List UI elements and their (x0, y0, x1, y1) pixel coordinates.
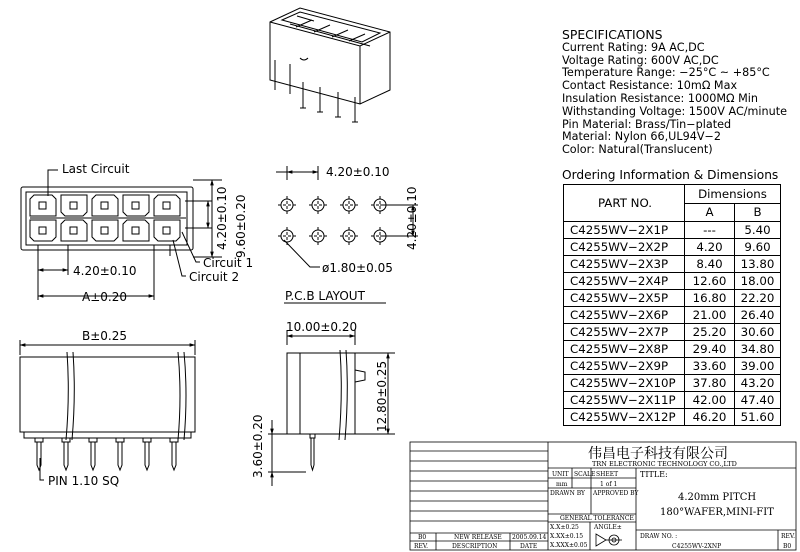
front-pitch-dim: 4.20±0.10 (73, 264, 137, 278)
company-name-cn: 伟昌电子科技有限公司 (588, 446, 728, 462)
table-row (564, 222, 781, 239)
terminal-cavity (92, 195, 118, 216)
pcb-hole (309, 196, 327, 214)
dim-a-cell: 21.00 (685, 307, 735, 324)
bottom-view (20, 340, 195, 480)
dim-a-cell: 4.20 (685, 239, 735, 256)
dimensions-table (563, 184, 781, 426)
part-no-cell: C4255WV−2X1P (564, 222, 685, 239)
tb-tol3: X.XXX±0.05 (550, 542, 588, 549)
dim-b-cell: 9.60 (735, 239, 781, 256)
terminal-cavity (61, 220, 87, 241)
spec-line: Color: Natural(Translucent) (562, 143, 713, 157)
pin (35, 438, 43, 470)
dim-b-cell: 22.20 (735, 290, 781, 307)
tb-rev-header: REV. (414, 543, 429, 550)
terminal-cavity (123, 195, 149, 216)
specifications-title: SPECIFICATIONS (562, 27, 663, 42)
tb-title-line2: 180°WAFER,MINI-FIT (660, 507, 774, 518)
tb-rev-desc: NEW RELEASE (454, 534, 502, 541)
terminal-cavity (92, 220, 118, 241)
table-row (564, 290, 781, 307)
terminal-cavity (61, 195, 87, 216)
terminal-cavity (123, 220, 149, 241)
dim-a-cell: 33.60 (685, 358, 735, 375)
pcb-hole (278, 196, 296, 214)
part-no-cell: C4255WV−2X8P (564, 341, 685, 358)
spec-line: Insulation Resistance: 1000MΩ Min (562, 91, 758, 105)
part-no-cell: C4255WV−2X6P (564, 307, 685, 324)
dim-b-cell: 43.20 (735, 375, 781, 392)
specifications-list (562, 42, 787, 157)
tb-rev-label: REV. (781, 533, 796, 540)
ordering-title: Ordering Information & Dimensions (562, 168, 779, 182)
dim-a-cell: 42.00 (685, 392, 735, 409)
terminal-cavity (154, 195, 180, 216)
tb-scale: SCALE (574, 471, 596, 478)
pcb-hole (340, 227, 358, 245)
terminal-cavity (154, 220, 180, 241)
header-part-no: PART NO. (564, 185, 685, 222)
tb-title-label: TITLE: (640, 470, 668, 479)
tb-date-header: DATE (520, 543, 538, 550)
dim-b-cell: 34.80 (735, 341, 781, 358)
isometric-view (270, 8, 390, 122)
part-no-cell: C4255WV−2X2P (564, 239, 685, 256)
dim-a-label: A±0.20 (82, 290, 127, 304)
table-row (564, 375, 781, 392)
table-row (564, 409, 781, 426)
dim-b-cell: 26.40 (735, 307, 781, 324)
specifications-block (562, 29, 787, 157)
spec-line: Withstanding Voltage: 1500V AC/minute (562, 104, 787, 118)
dim-b-cell: 47.40 (735, 392, 781, 409)
spec-line: Temperature Range: −25°C ~ +85°C (562, 66, 770, 80)
part-no-cell: C4255WV−2X5P (564, 290, 685, 307)
tb-desc-header: DESCRIPTION (452, 543, 498, 550)
side-height-dim: 12.80±0.25 (375, 360, 389, 432)
table-row (564, 341, 781, 358)
tb-unit-val: mm (556, 481, 568, 488)
tb-approved-by: APPROVED BY (593, 490, 639, 497)
tb-general-tolerance: GENERAL TOLERANCE (560, 515, 634, 522)
table-row (564, 324, 781, 341)
height-960-dim: 9.60±0.20 (234, 194, 248, 258)
tb-angle: ANGLE± (594, 524, 622, 531)
table-row (564, 239, 781, 256)
dim-b-cell: 51.60 (735, 409, 781, 426)
tb-rev-value: B0 (783, 543, 792, 550)
dim-a-cell: 29.40 (685, 341, 735, 358)
terminal-cavity (30, 195, 56, 216)
header-a: A (685, 203, 735, 222)
part-no-cell: C4255WV−2X12P (564, 409, 685, 426)
tb-sheet-val: 1 of 1 (600, 481, 618, 488)
dim-a-cell: 12.60 (685, 273, 735, 290)
table-row (564, 256, 781, 273)
part-no-cell: C4255WV−2X3P (564, 256, 685, 273)
dim-a-cell: 37.80 (685, 375, 735, 392)
header-b: B (735, 203, 781, 222)
tb-unit: UNIT (552, 471, 569, 478)
company-name-en: TRN ELECTRONIC TECHNOLOGY CO.,LTD (592, 460, 737, 468)
tb-tol2: X.XX±0.15 (550, 533, 584, 540)
part-no-cell: C4255WV−2X7P (564, 324, 685, 341)
dim-b-cell: 18.00 (735, 273, 781, 290)
dim-b-cell: 39.00 (735, 358, 781, 375)
part-no-cell: C4255WV−2X4P (564, 273, 685, 290)
dim-a-cell: 8.40 (685, 256, 735, 273)
part-no-cell: C4255WV−2X10P (564, 375, 685, 392)
table-row (564, 307, 781, 324)
pin (143, 438, 151, 470)
pin-label: PIN 1.10 SQ (48, 474, 120, 488)
part-no-cell: C4255WV−2X9P (564, 358, 685, 375)
tb-title-line1: 4.20mm PITCH (678, 492, 757, 503)
pin (62, 438, 70, 470)
circuit1-label: Circuit 1 (203, 256, 254, 270)
front-view (21, 187, 193, 250)
row-pitch-dim: 4.20±0.10 (215, 186, 229, 250)
circuit2-label: Circuit 2 (189, 270, 240, 284)
dim-b-cell: 30.60 (735, 324, 781, 341)
dim-b-cell: 13.80 (735, 256, 781, 273)
pin (116, 438, 124, 470)
table-row (564, 392, 781, 409)
dim-a-cell: --- (685, 222, 735, 239)
terminal-cavity (30, 220, 56, 241)
spec-line: Pin Material: Brass/Tin−plated (562, 117, 732, 131)
pin (170, 438, 178, 470)
hole-diameter-dim: ø1.80±0.05 (322, 261, 393, 275)
dim-a-cell: 46.20 (685, 409, 735, 426)
last-circuit-label: Last Circuit (62, 162, 130, 176)
table-row (564, 358, 781, 375)
header-dimensions: Dimensions (685, 185, 781, 204)
pin (89, 438, 97, 470)
side-width-dim: 10.00±0.20 (286, 320, 358, 334)
tb-tol1: X.X±0.25 (550, 524, 579, 531)
pcb-pitch-v-dim: 4.20±0.10 (405, 186, 419, 250)
spec-line: Voltage Rating: 600V AC,DC (562, 53, 719, 67)
pcb-hole (309, 227, 327, 245)
dim-a-cell: 25.20 (685, 324, 735, 341)
pcb-pitch-h-dim: 4.20±0.10 (326, 165, 390, 179)
pcb-hole (340, 196, 358, 214)
tb-sheet: SHEET (596, 471, 619, 478)
tb-draw-no: C4255WV-2XNP (672, 543, 722, 550)
spec-line: Current Rating: 9A AC,DC (562, 40, 705, 54)
dim-a-cell: 16.80 (685, 290, 735, 307)
dim-b-label: B±0.25 (82, 329, 128, 343)
dim-b-cell: 5.40 (735, 222, 781, 239)
pcb-hole (278, 227, 296, 245)
spec-line: Material: Nylon 66,UL94V−2 (562, 130, 721, 144)
tb-rev-code: B0 (418, 534, 427, 541)
spec-line: Contact Resistance: 10mΩ Max (562, 79, 738, 93)
part-no-cell: C4255WV−2X11P (564, 392, 685, 409)
tb-draw-no-label: DRAW NO. : (640, 533, 678, 540)
pin-length-dim: 3.60±0.20 (251, 414, 265, 478)
table-row (564, 273, 781, 290)
tb-drawn-by: DRAWN BY (550, 490, 586, 497)
pcb-hole-pattern (278, 196, 389, 245)
pcb-layout-title: P.C.B LAYOUT (285, 289, 365, 303)
tb-rev-date: 2005.09.14 (512, 534, 547, 541)
